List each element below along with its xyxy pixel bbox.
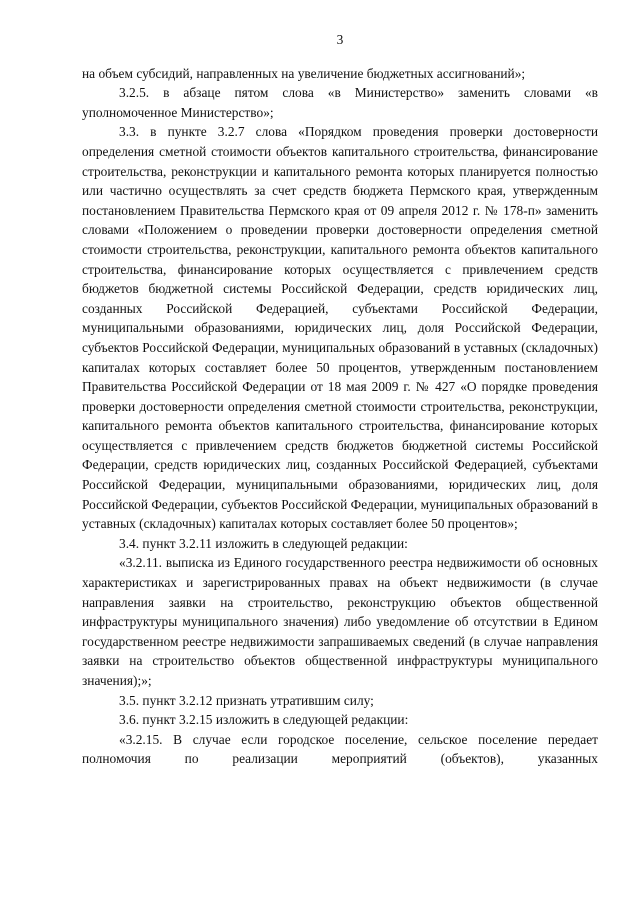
paragraph-3-4: 3.4. пункт 3.2.11 изложить в следующей редакции: xyxy=(119,535,408,551)
document-page xyxy=(82,30,598,769)
paragraph-3-2-11: «3.2.11. выписка из Единого государственного реестра недвижимости об основных характеристиках и зарегистрированных правах на объект недвижимости (в случае направления заявки на строительство, реконструкцию объектов общественной инфраструктуры муниципального значения) либо уведомление об отсутствии в Едином государственном реестре недвижимости запрашиваемых сведений (в случае направления заявки на строительство объектов общественной инфраструктуры муниципального значения);»; xyxy=(82,555,598,688)
paragraph-3-3: 3.3. в пункте 3.2.7 слова «Порядком проведения проверки достоверности определения сметной стоимости объектов капитального строительства, финансирование строительства, реконструкции и капитального ремонта которых планируется полностью или частично осуществлять за счет средств бюджета Пермского края, утвержденным постановлением Правительства Пермского края от 09 апреля 2012 г. № 178-п» заменить словами «Положением о проведении проверки достоверности определения сметной стоимости строительства, реконструкции, капитального ремонта объектов капитального строительства, финансирование которых осуществляется с привлечением средств бюджетов бюджетной системы Российской Федерации, средств юридических лиц, созданных Российской Федерацией, субъектами Российской Федерации, муниципальными образованиями, юридических лиц, доля Российской Федерации, субъектов Российской Федерации, муниципальных образований в уставных (складочных) капиталах которых составляет более 50 процентов, утвержденным постановлением Правительства Российской Федерации от 18 мая 2009 г. № 427 «О порядке проведения проверки достоверности определения сметной стоимости строительства, реконструкции, капитального ремонта объектов капитального строительства, финансирование которых осуществляется с привлечением средств бюджетов бюджетной системы Российской Федерации, средств юридических лиц, созданных Российской Федерацией, субъектами Российской Федерации, муниципальными образованиями, юридических лиц, доля Российской Федерации, субъектов Российской Федерации, муниципальных образований в уставных (складочных) капиталах которых составляет более 50 процентов»; xyxy=(82,124,598,532)
paragraph-3-2-15: «3.2.15. В случае если городское поселение, сельское поселение передает полномочия по реализации мероприятий (объектов), указанных xyxy=(82,731,598,767)
paragraph-3-2-5: 3.2.5. в абзаце пятом слова «в Министерство» заменить словами «в уполномоченное Министерство»; xyxy=(82,85,598,120)
paragraph-3-5: 3.5. пункт 3.2.12 признать утратившим силу; xyxy=(119,692,374,708)
page-number: 3 xyxy=(336,32,344,47)
paragraph-subsidy-volume: на объем субсидий, направленных на увеличение бюджетных ассигнований»; xyxy=(82,65,526,81)
paragraph-3-6: 3.6. пункт 3.2.15 изложить в следующей редакции: xyxy=(119,712,409,728)
document-body xyxy=(82,64,598,769)
